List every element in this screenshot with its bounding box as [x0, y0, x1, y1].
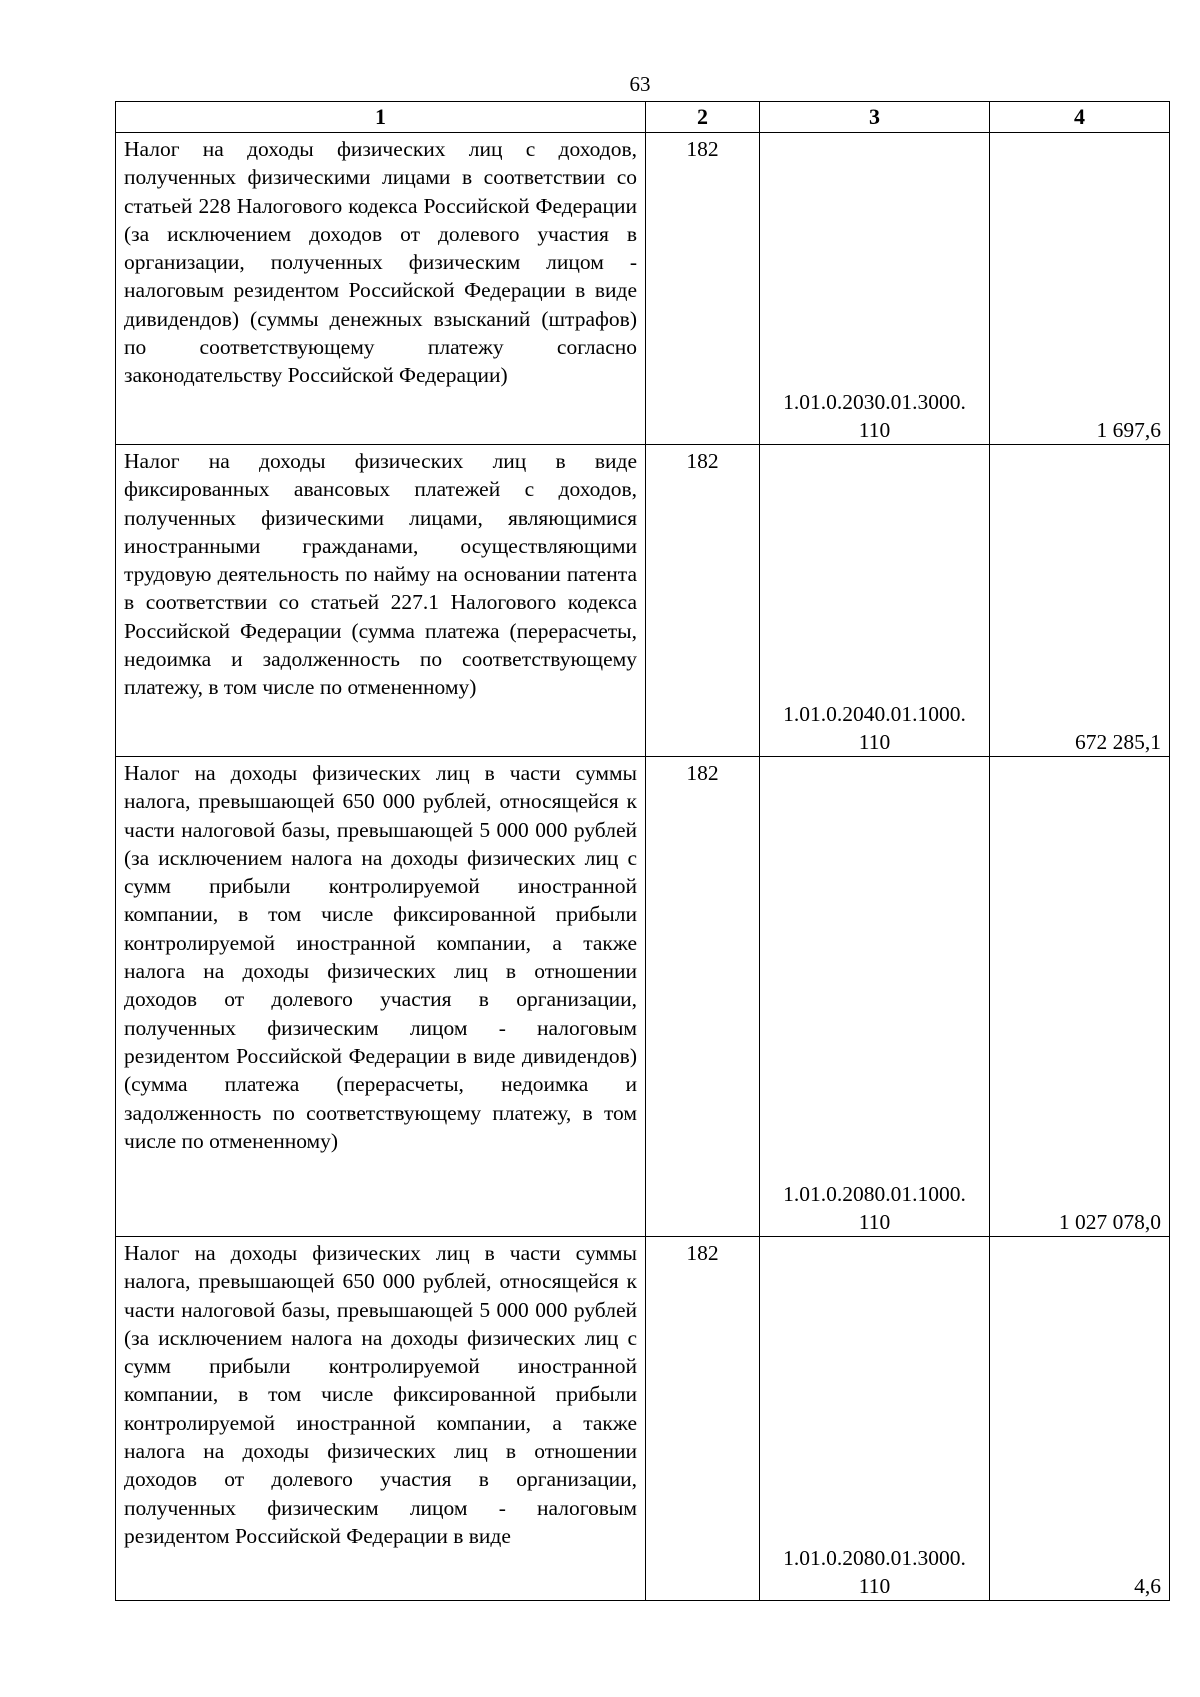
budget-code: 1.01.0.2080.01.1000. 110: [783, 1182, 966, 1234]
column-header-4: 4: [990, 102, 1170, 133]
table-row: [116, 133, 1170, 445]
amount-value: 4,6: [1134, 1574, 1161, 1598]
budget-code-cell: [760, 757, 990, 1237]
table-header-row: [116, 102, 1170, 133]
budget-code-cell: [760, 133, 990, 445]
revenue-table: [115, 101, 1170, 1601]
table-row: [116, 757, 1170, 1237]
amount-value: 1 027 078,0: [1058, 1210, 1161, 1234]
income-name-cell: Налог на доходы физических лиц в части суммы налога, превышающей 650 000 рублей, относящейся к части налоговой базы, превышающей 5 000 000 рублей (за исключением налога на доходы физических лиц с сумм прибыли контролируемой иностранной компании, в том числе фиксированной прибыли контролируемой иностранной компании, а также налога на доходы физических лиц в отношении доходов от долевого участия в организации, полученных физическим лицом - налоговым резидентом Российской Федерации в виде: [116, 1237, 646, 1601]
income-name-cell: Налог на доходы физических лиц в части суммы налога, превышающей 650 000 рублей, относящейся к части налоговой базы, превышающей 5 000 000 рублей (за исключением налога на доходы физических лиц с сумм прибыли контролируемой иностранной компании, в том числе фиксированной прибыли контролируемой иностранной компании, а также налога на доходы физических лиц в отношении доходов от долевого участия в организации, полученных физическим лицом - налоговым резидентом Российской Федерации в виде дивидендов) (сумма платежа (перерасчеты, недоимка и задолженность по соответствующему платежу, в том числе по отмененному): [116, 757, 646, 1237]
budget-code: 1.01.0.2030.01.3000. 110: [783, 390, 966, 442]
admin-code-cell: 182: [646, 1237, 760, 1601]
income-name-cell: Налог на доходы физических лиц в виде фиксированных авансовых платежей с доходов, полученных физическими лицами, являющимися иностранными гражданами, осуществляющими трудовую деятельность по найму на основании патента в соответствии со статьей 227.1 Налогового кодекса Российской Федерации (сумма платежа (перерасчеты, недоимка и задолженность по соответствующему платежу, в том числе по отмененному): [116, 445, 646, 757]
page-number: 63: [629, 72, 651, 96]
amount-cell: [990, 133, 1170, 445]
amount-cell: [990, 757, 1170, 1237]
column-header-3: 3: [760, 102, 990, 133]
table-row: [116, 1237, 1170, 1601]
admin-code-cell: 182: [646, 445, 760, 757]
budget-code-cell: [760, 1237, 990, 1601]
budget-code-cell: [760, 445, 990, 757]
table-row: [116, 445, 1170, 757]
amount-cell: [990, 445, 1170, 757]
amount-cell: [990, 1237, 1170, 1601]
column-header-1: 1: [116, 102, 646, 133]
income-name-cell: Налог на доходы физических лиц с доходов, полученных физическими лицами в соответствии со статьей 228 Налогового кодекса Российской Федерации (за исключением доходов от долевого участия в организации, полученных физическим лицом - налоговым резидентом Российской Федерации в виде дивидендов) (суммы денежных взысканий (штрафов) по соответствующему платежу согласно законодательству Российской Федерации): [116, 133, 646, 445]
admin-code-cell: 182: [646, 133, 760, 445]
amount-value: 1 697,6: [1096, 418, 1161, 442]
admin-code-cell: 182: [646, 757, 760, 1237]
amount-value: 672 285,1: [1075, 730, 1161, 754]
column-header-2: 2: [646, 102, 760, 133]
budget-code: 1.01.0.2080.01.3000. 110: [783, 1546, 966, 1598]
budget-code: 1.01.0.2040.01.1000. 110: [783, 702, 966, 754]
